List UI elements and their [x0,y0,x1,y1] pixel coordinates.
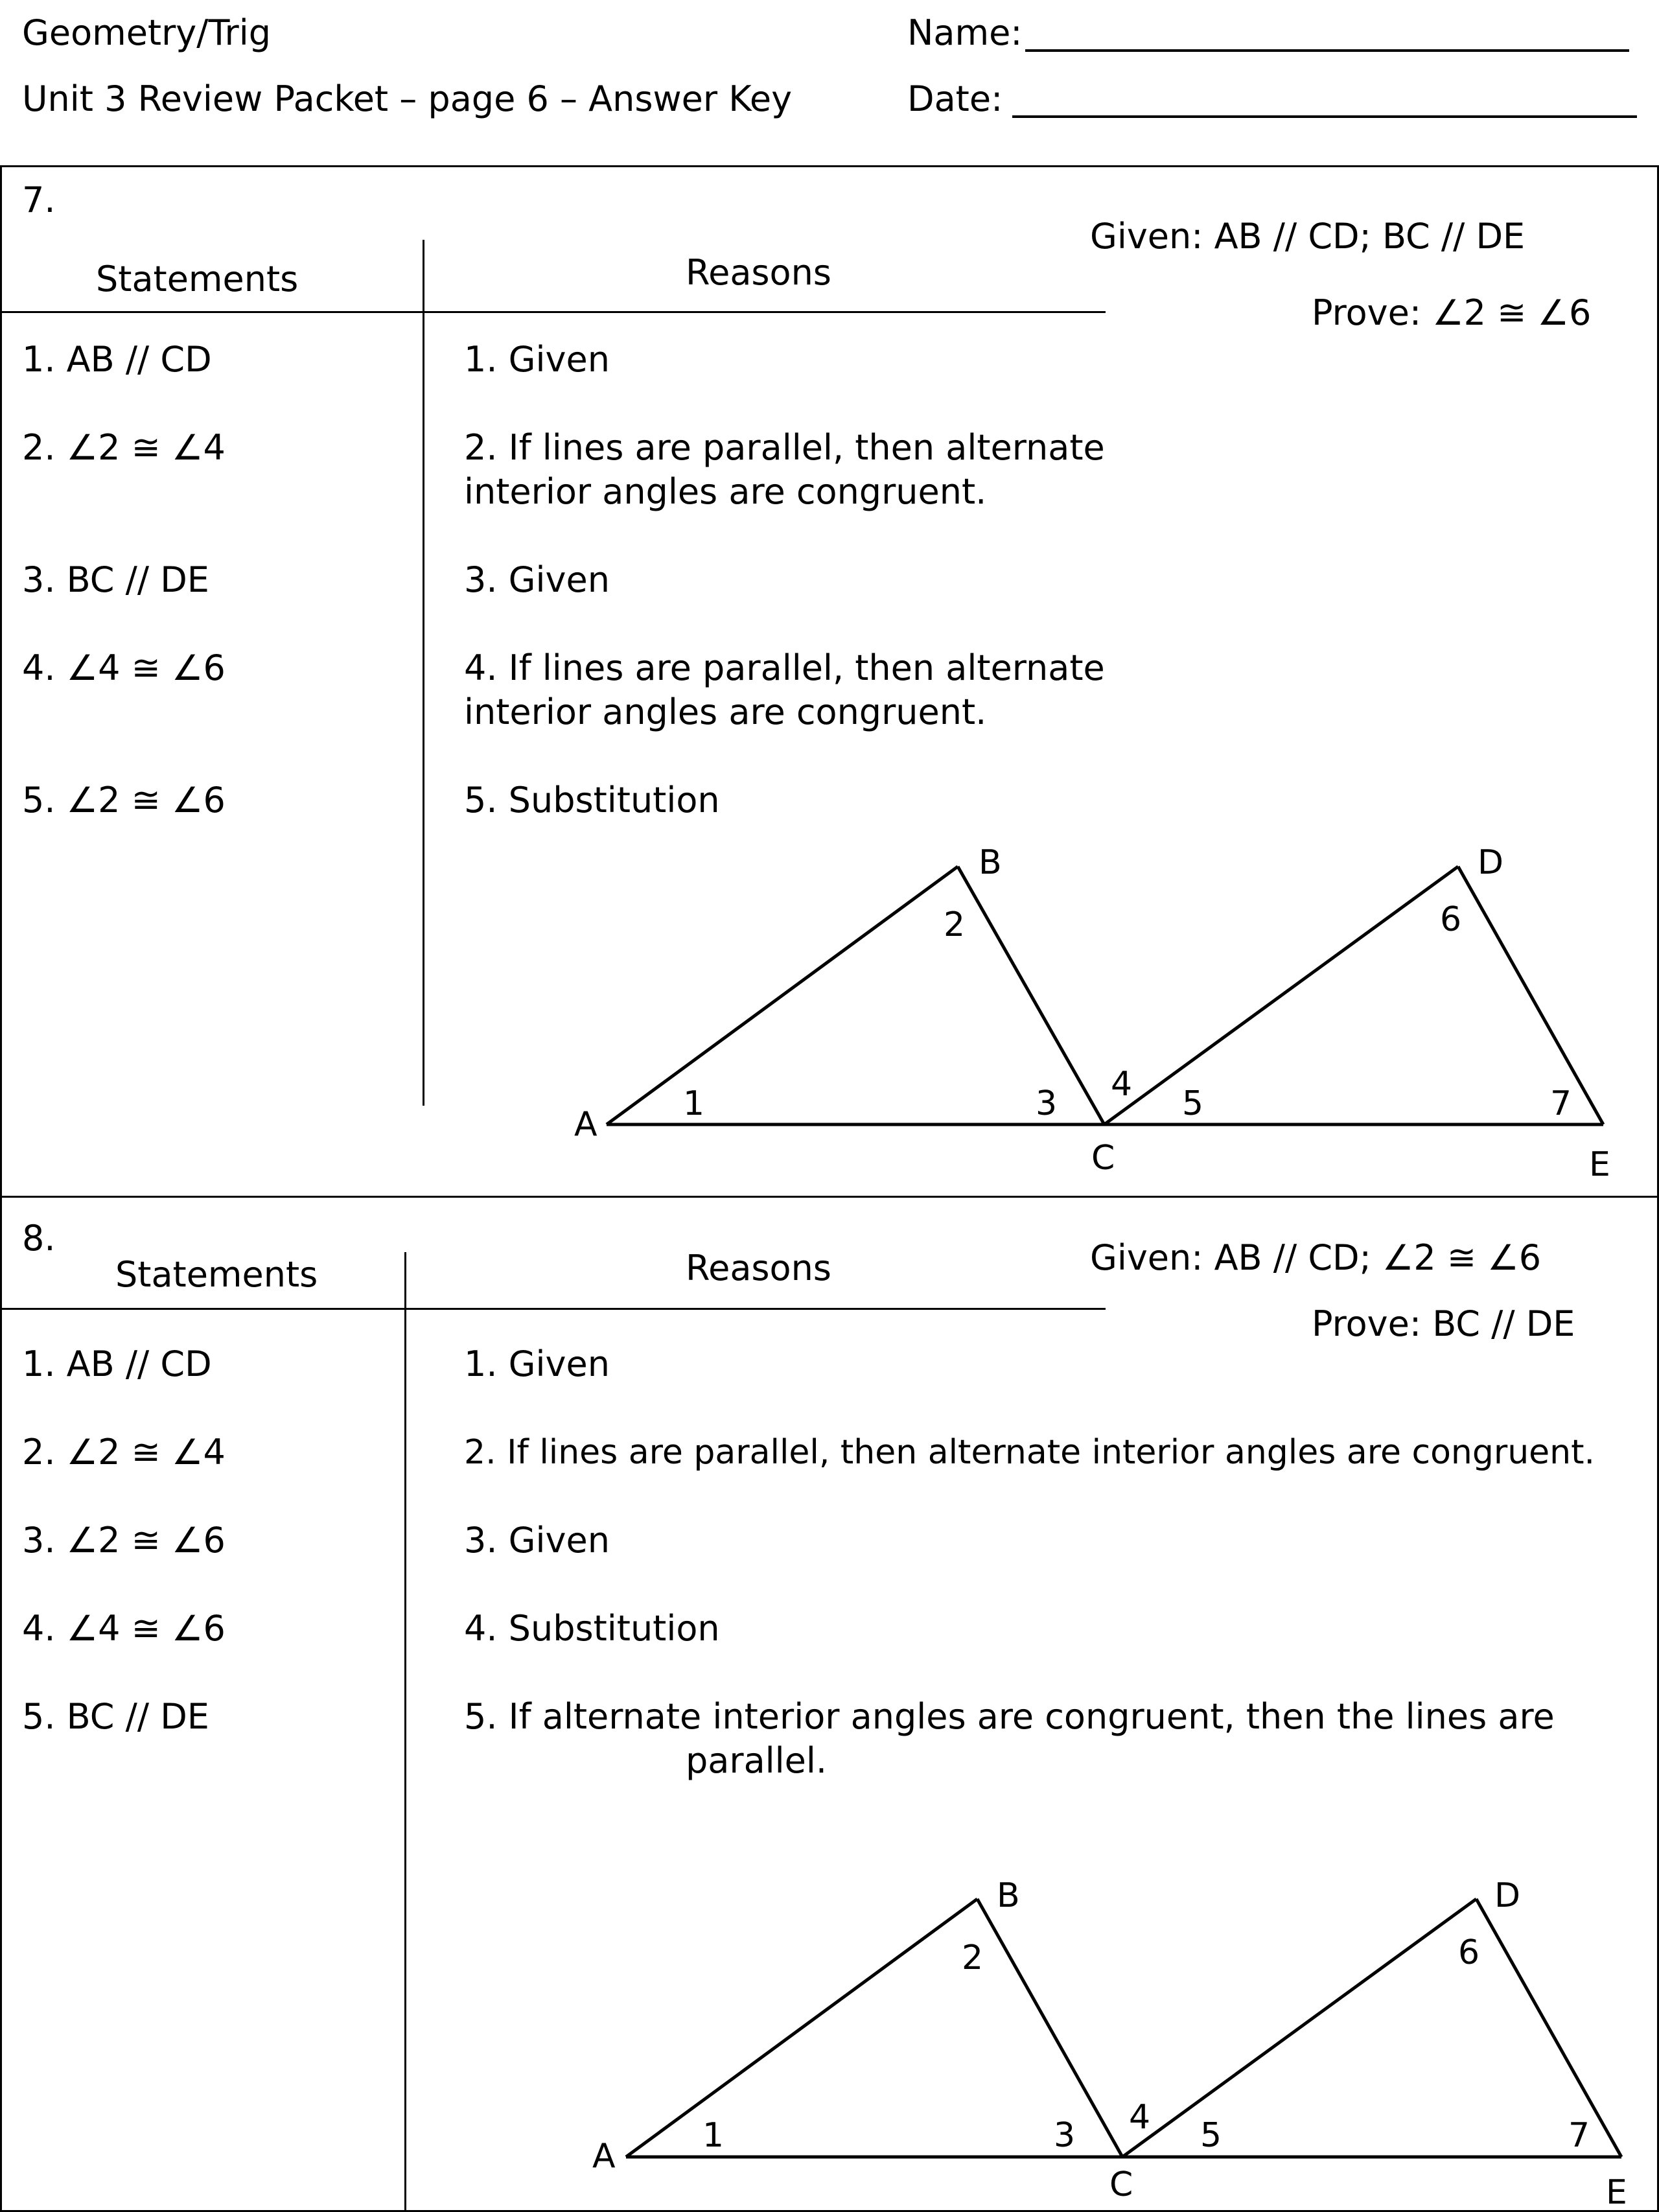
date-label: Date: [907,78,1003,119]
segment-bc [977,1899,1122,2157]
reason-3: 3. Given [464,1520,610,1561]
reason-2: 2. If lines are parallel, then alternate interior angles are congruent. [464,1433,1595,1472]
reason-2-line-1: 2. If lines are parallel, then alternate [464,427,1105,468]
angle-label-1: 1 [683,1084,705,1123]
prove-text: Prove: BC // DE [1312,1303,1575,1344]
angle-label-4: 4 [1111,1065,1133,1104]
reason-5-line-1: 5. If alternate interior angles are congruent, then the lines are [464,1696,1555,1737]
point-label-e: E [1606,2173,1627,2212]
reason-5: 5. Substitution [464,780,720,821]
name-label: Name: [907,12,1023,53]
point-label-d: D [1494,1876,1521,1915]
angle-label-7: 7 [1550,1084,1572,1123]
given-text: Given: AB // CD; ∠2 ≅ ∠6 [1090,1237,1542,1278]
course-title: Geometry/Trig [22,12,271,53]
angle-label-5: 5 [1200,2116,1222,2155]
angle-label-5: 5 [1182,1084,1204,1123]
statement-5: 5. BC // DE [22,1696,209,1737]
statement-1: 1. AB // CD [22,1344,212,1384]
segment-de [1476,1899,1621,2157]
reason-2-line-2: interior angles are congruent. [464,471,987,512]
reasons-header: Reasons [686,252,831,293]
given-text: Given: AB // CD; BC // DE [1090,216,1526,257]
angle-label-1: 1 [702,2116,725,2155]
point-label-c: C [1091,1139,1115,1178]
prove-text: Prove: ∠2 ≅ ∠6 [1312,292,1592,333]
statement-2: 2. ∠2 ≅ ∠4 [22,1432,226,1473]
angle-label-2: 2 [962,1938,984,1977]
angle-label-7: 7 [1568,2116,1590,2155]
statements-header: Statements [115,1254,318,1295]
point-label-b: B [997,1876,1020,1915]
statement-2: 2. ∠2 ≅ ∠4 [22,427,226,468]
angle-label-6: 6 [1440,900,1462,939]
segment-ab [626,1899,977,2157]
reason-4-line-2: interior angles are congruent. [464,692,987,732]
problem-number: 7. [22,180,56,220]
segment-cd [1122,1899,1476,2157]
reason-3: 3. Given [464,559,610,600]
point-label-c: C [1109,2165,1133,2204]
reason-1: 1. Given [464,339,610,380]
reason-4-line-1: 4. If lines are parallel, then alternate [464,647,1105,688]
reason-5-line-2: parallel. [686,1740,828,1781]
statement-3: 3. BC // DE [22,559,209,600]
reason-1: 1. Given [464,1344,610,1384]
problem-number: 8. [22,1218,56,1259]
statements-header: Statements [96,259,299,299]
statement-4: 4. ∠4 ≅ ∠6 [22,647,226,688]
statement-5: 5. ∠2 ≅ ∠6 [22,780,226,821]
reason-4: 4. Substitution [464,1608,720,1649]
statement-3: 3. ∠2 ≅ ∠6 [22,1520,226,1561]
angle-label-2: 2 [944,905,966,944]
angle-label-3: 3 [1054,2116,1076,2155]
point-label-b: B [979,843,1002,882]
statement-1: 1. AB // CD [22,339,212,380]
point-label-d: D [1478,843,1504,882]
angle-label-6: 6 [1458,1933,1480,1972]
reasons-header: Reasons [686,1248,831,1288]
point-label-a: A [574,1105,597,1144]
angle-label-4: 4 [1129,2098,1151,2137]
point-label-e: E [1589,1145,1610,1184]
point-label-a: A [592,2137,616,2176]
angle-label-3: 3 [1036,1084,1058,1123]
statement-4: 4. ∠4 ≅ ∠6 [22,1608,226,1649]
packet-subtitle: Unit 3 Review Packet – page 6 – Answer Key [22,78,793,119]
